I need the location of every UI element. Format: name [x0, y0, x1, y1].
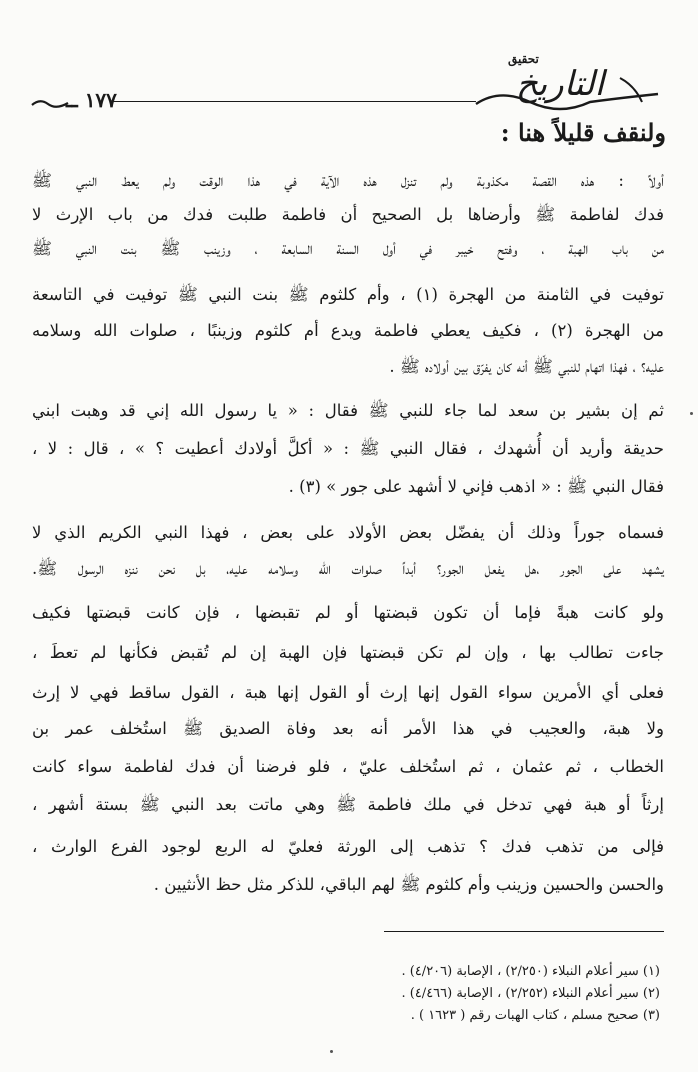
footnote: (٣) صحيح مسلم ، كتاب الهبات رقم ( ١٦٢٣ ) . [410, 1008, 660, 1023]
body-line: من الهجرة (٢) ، فكيف يعطي فاطمة ويدع أم كلثوم وزينبًا ، صلوات الله وسلامه [32, 321, 664, 340]
title-note: تحقيق [508, 52, 539, 66]
body-line: ولو كانت هبةً فإما أن تكون قبضتها أو لم تقبضها ، فإن كانت قبضتها فكيف [32, 603, 664, 622]
body-line: فعلى أي الأمرين سواء القول إنها إرث أو القول إنها هبة ، القول ساقط فهي لا إرث [32, 683, 664, 702]
header-swirl-ornament [30, 96, 70, 110]
body-line: ولا هبة، والعجيب في هذا الأمر أنه بعد وفاة الصديق ﷺ استُخلف عمر بن [32, 719, 664, 738]
footnote: (٢) سير أعلام النبلاء (٢/٢٥٢) ، الإصابة (٤/٤٦٦) . [401, 986, 660, 1001]
body-line: فإلى من تذهب فدك ؟ تذهب إلى الورثة فعليّ له الربع لوجود الفرع الوارث ، [32, 837, 664, 856]
body-line: توفيت في الثامنة من الهجرة (١) ، وأم كلثوم ﷺ بنت النبي ﷺ توفيت في التاسعة [32, 285, 664, 304]
footnote-separator [384, 931, 664, 932]
body-line: أولاً : هذه القصة مكذوبة ولم تنزل هذه الآية في هذا الوقت ولم يعط النبي ﷺ [32, 171, 665, 190]
body-line: والحسن والحسين وزينب وأم كلثوم ﷺ لهم الباقي، للذكر مثل حظ الأنثيين . [153, 875, 664, 894]
body-line: الخطاب ، ثم عثمان ، ثم استُخلف عليّ ، فلو فرضنا أن فدك لفاطمة سواء كانت [32, 757, 664, 776]
body-line: فسماه جوراً وذلك أن يفضّل بعض الأولاد على بعض ، فهذا النبي الكريم الذي لا [32, 523, 664, 542]
scan-speck [690, 412, 693, 415]
body-line: يشهد على الجور ،هل يفعل الجور؟ أبداً صلوات الله وسلامه عليه، بل نحن ننزه الرسول ﷺ. [32, 559, 664, 578]
book-title: التاريخ [515, 64, 605, 104]
body-line: ثم إن بشير بن سعد لما جاء للنبي ﷺ فقال : « يا رسول الله إني قد وهبت ابني [32, 401, 664, 420]
body-line: من باب الهبة ، وفتح خيبر في أول السنة السابعة ، وزينب ﷺ بنت النبي ﷺ [32, 239, 664, 258]
scan-speck [330, 1050, 333, 1053]
body-line: جاءت تطالب بها ، وإن لم تكن قبضتها فإن الهبة إن لم تُقبض فكأنها لم تعطَ ، [32, 643, 664, 662]
footnote: (١) سير أعلام النبلاء (٢/٢٥٠) ، الإصابة (٤/٢٠٦) . [401, 964, 660, 979]
page-number: ١٧٧ ــ [66, 88, 117, 112]
body-line: حديقة وأريد أن أُشهدك ، فقال النبي ﷺ : « أكلَّ أولادك أعطيت ؟ » ، قال : لا ، [32, 439, 664, 458]
body-line: عليه؟ ، فهذا اتهام للنبي ﷺ أنه كان يفرّق بين أولاده ﷺ . [389, 357, 664, 376]
body-line: فقال النبي ﷺ : « اذهب فإني لا أشهد على جور » (٣) . [288, 477, 664, 496]
header-rule [110, 101, 476, 102]
section-heading: ولنقف قليلاً هنا : [500, 118, 666, 147]
body-line: إرثاً أو هبة فهي تدخل في ملك فاطمة ﷺ وهي ماتت بعد النبي ﷺ بستة أشهر ، [32, 795, 664, 814]
body-line: فدك لفاطمة ﷺ وأرضاها بل الصحيح أن فاطمة طلبت فدك من باب الإرث لا [32, 205, 664, 224]
